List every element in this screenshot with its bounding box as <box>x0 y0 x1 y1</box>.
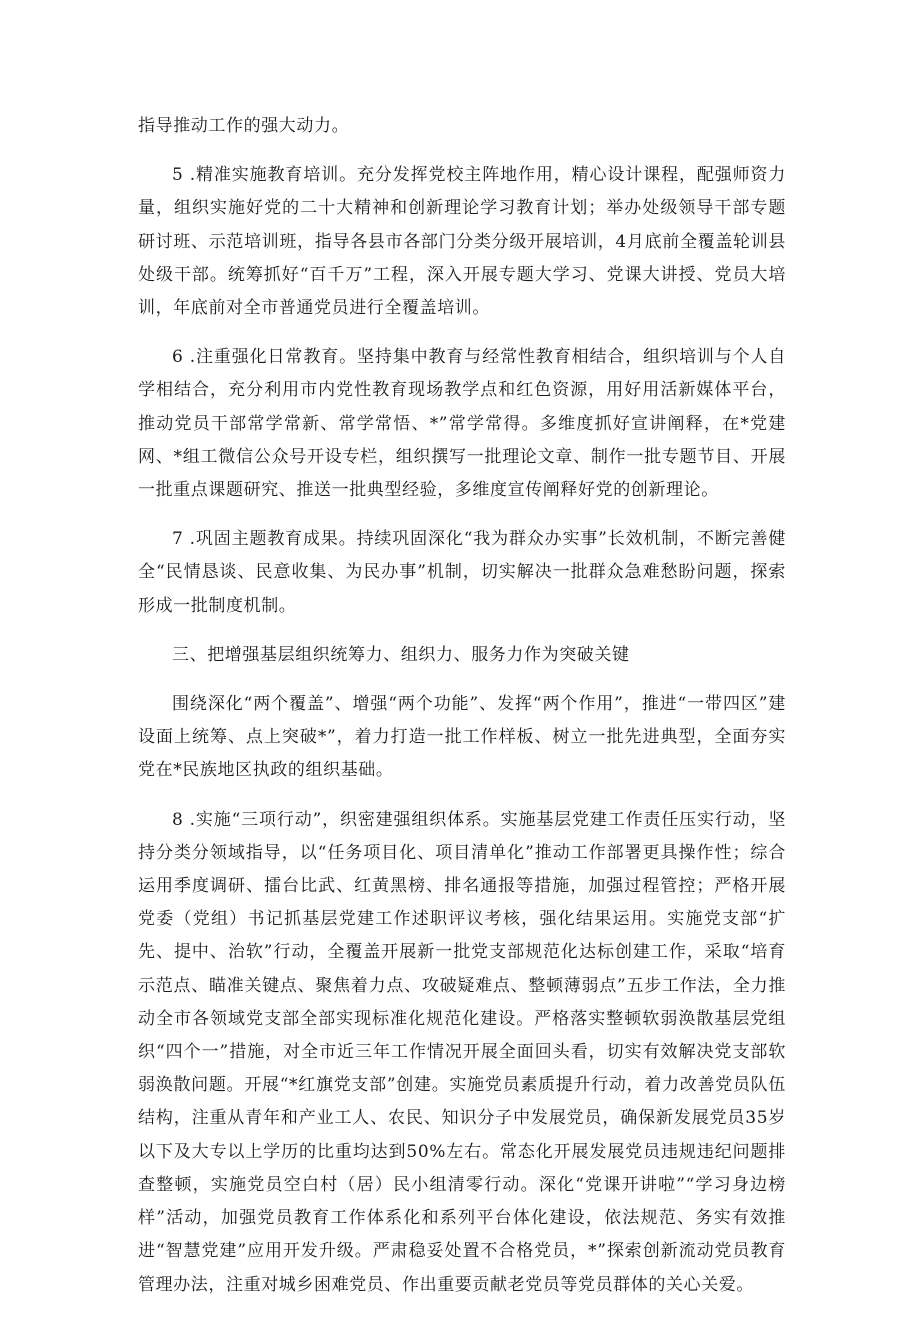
paragraph-item-8: 8 .实施“三项行动”，织密建强组织体系。实施基层党建工作责任压实行动，坚持分类分领域指导，以“任务项目化、项目清单化”推动工作部署更具操作性；综合运用季度调研、擂台比武、红黄黑榜、排名通报等措施，加强过程管控；严格开展党委（党组）书记抓基层党建工作述职评议考核，强化结果运用。实施党支部“扩先、提中、治软”行动，全覆盖开展新一批党支部规范化达标创建工作，采取“培育示范点、瞄准关键点、聚焦着力点、攻破疑难点、整顿薄弱点”五步工作法，全力推动全市各领域党支部全部实现标准化规范化建设。严格落实整顿软弱涣散基层党组织“四个一”措施，对全市近三年工作情况开展全面回头看，切实有效解决党支部软弱涣散问题。开展“*红旗党支部”创建。实施党员素质提升行动，着力改善党员队伍结构，注重从青年和产业工人、农民、知识分子中发展党员，确保新发展党员35岁以下及大专以上学历的比重均达到50%左右。常态化开展发展党员违规违纪问题排查整顿，实施党员空白村（居）民小组清零行动。深化“党课开讲啦”“学习身边榜样”活动，加强党员教育工作体系化和系列平台体化建设，依法规范、务实有效推进“智慧党建”应用开发升级。严肃稳妥处置不合格党员，*”探索创新流动党员教育管理办法，注重对城乡困难党员、作出重要贡献老党员等党员群体的关心关爱。 <box>138 809 786 1295</box>
paragraph-item-7: 7 .巩固主题教育成果。持续巩固深化“我为群众办实事”长效机制，不断完善健全“民情恳谈、民意收集、为民办事”机制，切实解决一批群众急难愁盼问题，探索形成一批制度机制。 <box>138 529 786 616</box>
paragraph-section-intro: 围绕深化“两个覆盖”、增强“两个功能”、发挥“两个作用”，推进“一带四区”建设面上统筹、点上突破*”，着力打造一批工作样板、树立一批先进典型，全面夯实党在*民族地区执政的组织基础。 <box>138 694 786 781</box>
paragraph-continuation: 指导推动工作的强大动力。 <box>138 116 350 136</box>
document-body <box>138 110 786 1318</box>
paragraph-item-5: 5 .精准实施教育培训。充分发挥党校主阵地作用，精心设计课程，配强师资力量，组织实施好党的二十大精神和创新理论学习教育计划；举办处级领导干部专题研讨班、示范培训班，指导各县市各部门分类分级开展培训，4月底前全覆盖轮训县处级干部。统筹抓好“百千万”工程，深入开展专题大学习、党课大讲授、党员大培训，年底前对全市普通党员进行全覆盖培训。 <box>138 165 786 319</box>
paragraph-item-6: 6 .注重强化日常教育。坚持集中教育与经常性教育相结合，组织培训与个人自学相结合，充分利用市内党性教育现场教学点和红色资源，用好用活新媒体平台，推动党员干部常学常新、常学常悟、*”常学常得。多维度抓好宣讲阐释，在*党建网、*组工微信公众号开设专栏，组织撰写一批理论文章、制作一批专题节目、开展一批重点课题研究、推送一批典型经验，多维度宣传阐释好党的创新理论。 <box>138 347 786 501</box>
section-heading-3: 三、把增强基层组织统筹力、组织力、服务力作为突破关键 <box>172 644 630 665</box>
